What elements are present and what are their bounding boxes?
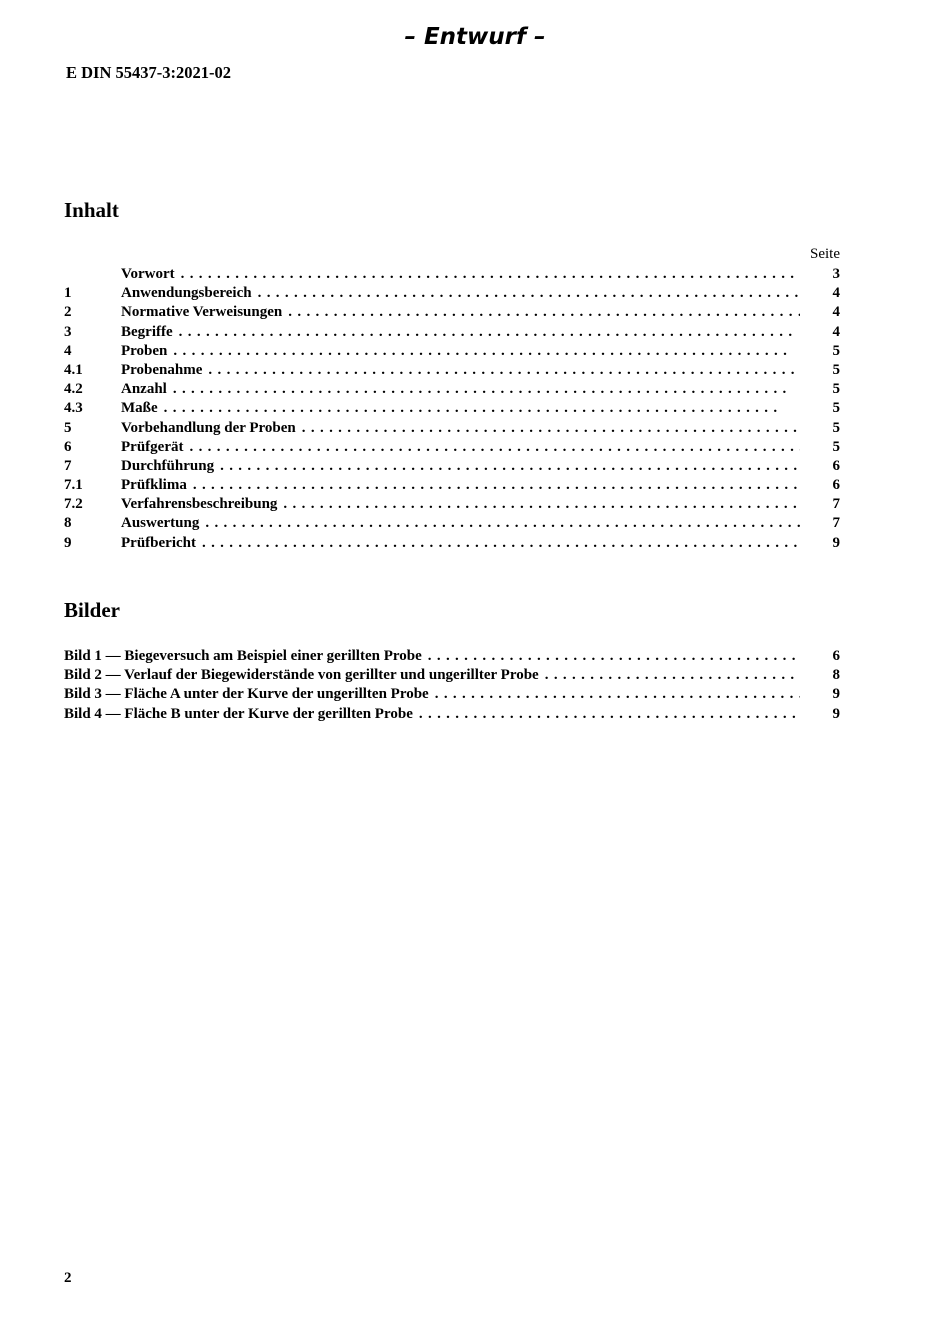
toc-entry-title: Verfahrensbeschreibung bbox=[121, 496, 278, 513]
figure-entry-title: Bild 1 — Biegeversuch am Beispiel einer gerillten Probe bbox=[64, 648, 422, 664]
toc-entry-number: 9 bbox=[64, 534, 72, 551]
page-column-label: Seite bbox=[810, 246, 840, 262]
toc-entry-title: Normative Verweisungen bbox=[121, 304, 283, 321]
toc-entry-7-2[interactable] bbox=[64, 495, 840, 514]
toc-entry-4-3[interactable] bbox=[64, 399, 840, 418]
toc-entry-7-1[interactable] bbox=[64, 476, 840, 495]
list-of-figures bbox=[64, 647, 840, 724]
toc-entry-number: 3 bbox=[64, 323, 72, 340]
toc-entry-number: 4.3 bbox=[64, 400, 83, 417]
dot-leader bbox=[205, 514, 800, 533]
toc-entry-number: 7 bbox=[64, 457, 72, 474]
toc-entry-4[interactable] bbox=[64, 342, 840, 361]
toc-entry-page: 4 bbox=[832, 285, 840, 302]
toc-entry-page: 5 bbox=[832, 400, 840, 417]
dot-leader bbox=[428, 647, 800, 666]
toc-entry-title: Vorbehandlung der Proben bbox=[121, 419, 296, 436]
toc-entry-2[interactable] bbox=[64, 303, 840, 322]
toc-entry-8[interactable] bbox=[64, 514, 840, 533]
toc-entry-4-1[interactable] bbox=[64, 361, 840, 380]
toc-entry-page: 4 bbox=[832, 304, 840, 321]
toc-entry-page: 7 bbox=[832, 515, 840, 532]
table-of-contents bbox=[64, 265, 840, 553]
toc-entry-page: 6 bbox=[832, 457, 840, 474]
figure-entry-page: 9 bbox=[832, 686, 840, 703]
page-number: 2 bbox=[64, 1270, 72, 1286]
dot-leader bbox=[173, 380, 800, 399]
toc-entry-1[interactable] bbox=[64, 284, 840, 303]
toc-entry-number: 8 bbox=[64, 515, 72, 532]
toc-entry-page: 5 bbox=[832, 419, 840, 436]
dot-leader bbox=[181, 265, 800, 284]
toc-entry-number: 4.2 bbox=[64, 381, 83, 398]
figure-entry-page: 6 bbox=[832, 648, 840, 664]
toc-entry-5[interactable] bbox=[64, 419, 840, 438]
toc-entry-number: 2 bbox=[64, 304, 72, 321]
dot-leader bbox=[302, 419, 800, 438]
figure-entry-3[interactable] bbox=[64, 685, 840, 704]
figures-heading: Bilder bbox=[64, 598, 120, 622]
toc-entry-title: Prüfklima bbox=[121, 477, 187, 494]
dot-leader bbox=[202, 534, 800, 553]
toc-entry-title: Proben bbox=[121, 342, 168, 359]
toc-entry-page: 5 bbox=[832, 361, 840, 378]
toc-entry-title: Vorwort bbox=[121, 266, 175, 282]
dot-leader bbox=[208, 361, 800, 380]
toc-entry-title: Anzahl bbox=[121, 381, 167, 398]
toc-entry-number: 6 bbox=[64, 438, 72, 455]
toc-entry-number: 1 bbox=[64, 285, 72, 302]
toc-entry-number: 7.1 bbox=[64, 477, 83, 494]
dot-leader bbox=[220, 457, 800, 476]
toc-entry-7[interactable] bbox=[64, 457, 840, 476]
dot-leader bbox=[258, 284, 800, 303]
toc-entry-title: Probenahme bbox=[121, 361, 203, 378]
toc-entry-3[interactable] bbox=[64, 323, 840, 342]
toc-entry-title: Durchführung bbox=[121, 457, 215, 474]
dot-leader bbox=[193, 476, 800, 495]
toc-entry-number: 4 bbox=[64, 342, 72, 359]
draft-watermark-header: – Entwurf – bbox=[404, 24, 546, 50]
toc-entry-number: 4.1 bbox=[64, 361, 83, 378]
toc-entry-page: 9 bbox=[832, 534, 840, 551]
toc-entry-title: Prüfgerät bbox=[121, 438, 184, 455]
dot-leader bbox=[419, 705, 800, 724]
document-id: E DIN 55437-3:2021-02 bbox=[66, 63, 231, 82]
dot-leader bbox=[435, 685, 800, 704]
toc-entry-page: 5 bbox=[832, 342, 840, 359]
figure-entry-title: Bild 3 — Fläche A unter der Kurve der ungerillten Probe bbox=[64, 686, 429, 703]
dot-leader bbox=[189, 438, 800, 457]
dot-leader bbox=[164, 399, 800, 418]
dot-leader bbox=[283, 495, 800, 514]
dot-leader bbox=[179, 323, 800, 342]
toc-entry-title: Auswertung bbox=[121, 515, 200, 532]
toc-entry-title: Prüfbericht bbox=[121, 534, 196, 551]
toc-entry-page: 6 bbox=[832, 477, 840, 494]
toc-entry-9[interactable] bbox=[64, 534, 840, 553]
toc-entry-page: 7 bbox=[832, 496, 840, 513]
toc-entry-4-2[interactable] bbox=[64, 380, 840, 399]
figure-entry-4[interactable] bbox=[64, 705, 840, 724]
toc-entry-vorwort[interactable] bbox=[64, 265, 840, 284]
toc-entry-number: 7.2 bbox=[64, 496, 83, 513]
dot-leader bbox=[288, 303, 800, 322]
figure-entry-1[interactable] bbox=[64, 647, 840, 666]
toc-entry-page: 5 bbox=[832, 381, 840, 398]
toc-entry-page: 4 bbox=[832, 323, 840, 340]
toc-entry-title: Maße bbox=[121, 400, 158, 417]
figure-entry-title: Bild 4 — Fläche B unter der Kurve der gerillten Probe bbox=[64, 705, 413, 722]
toc-entry-6[interactable] bbox=[64, 438, 840, 457]
toc-entry-number: 5 bbox=[64, 419, 72, 436]
contents-heading: Inhalt bbox=[64, 198, 119, 222]
dot-leader bbox=[545, 666, 800, 685]
toc-entry-page: 5 bbox=[832, 438, 840, 455]
toc-entry-page: 3 bbox=[832, 266, 840, 282]
figure-entry-page: 8 bbox=[832, 667, 840, 684]
figure-entry-2[interactable] bbox=[64, 666, 840, 685]
dot-leader bbox=[173, 342, 800, 361]
figure-entry-title: Bild 2 — Verlauf der Biegewiderstände von gerillter und ungerillter Probe bbox=[64, 667, 539, 684]
toc-entry-title: Anwendungsbereich bbox=[121, 285, 252, 302]
toc-entry-title: Begriffe bbox=[121, 323, 173, 340]
figure-entry-page: 9 bbox=[832, 705, 840, 722]
